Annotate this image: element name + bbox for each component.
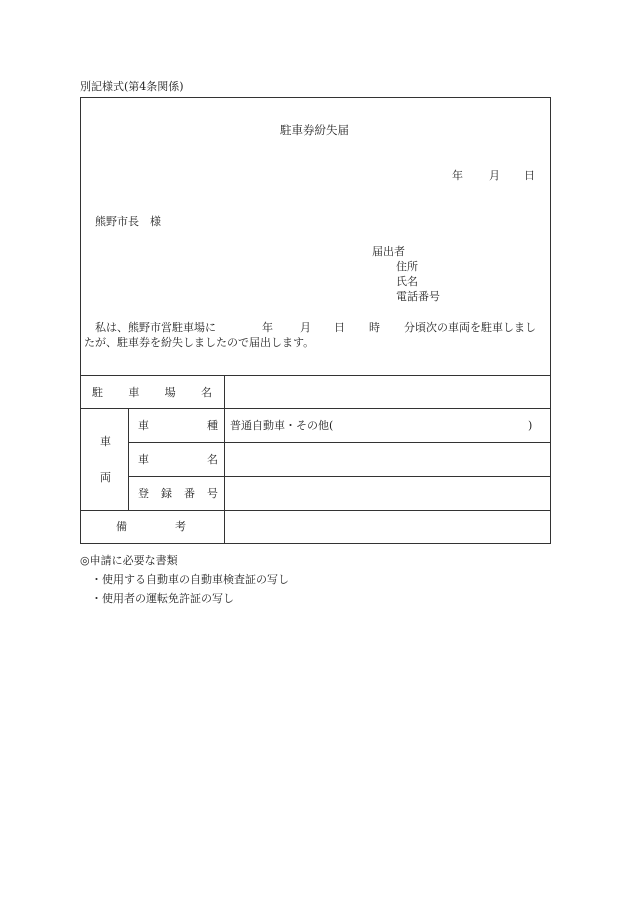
table-rule-1 [80,408,551,409]
body-year-label: 年 [262,321,273,334]
notes-item: ・使用者の運転免許証の写し [91,592,234,605]
vehicle-type-label: 車 種 [138,419,218,432]
applicant-heading: 届出者 [372,245,405,258]
vehicle-type-value: 普通自動車・その他( [230,419,334,432]
addressee: 熊野市長 様 [95,215,161,228]
table-group-divider [128,408,129,510]
body-day-label: 日 [334,321,345,334]
vehicle-group-label-bottom: 両 [100,471,111,484]
vehicle-group-label-top: 車 [100,435,111,448]
parking-lot-name-label: 駐 車 場 名 [92,386,212,399]
applicant-name-label: 氏名 [396,275,418,288]
body-text-line2: たが、駐車券を紛失しましたので届出します。 [84,336,315,349]
date-year-label: 年 [452,169,463,182]
date-month-label: 月 [489,169,500,182]
table-top-rule [80,375,551,376]
body-hour-label: 時 [369,321,380,334]
table-rule-2 [128,442,551,443]
form-title: 駐車券紛失届 [280,123,349,137]
vehicle-type-close-paren: ) [528,419,533,432]
applicant-phone-label: 電話番号 [396,290,440,303]
date-day-label: 日 [524,169,535,182]
body-text-part1: 私は、熊野市営駐車場に [95,321,216,334]
registration-number-label: 登 録 番 号 [138,487,218,500]
notes-item: ・使用する自動車の自動車検査証の写し [91,573,289,586]
notes-heading: ◎申請に必要な書類 [80,554,178,567]
table-rule-3 [128,476,551,477]
vehicle-model-label: 車 名 [138,453,218,466]
body-month-label: 月 [300,321,311,334]
body-text-part2: 分頃次の車両を駐車しまし [404,321,536,334]
table-rule-4 [80,510,551,511]
table-value-divider [224,375,225,544]
applicant-address-label: 住所 [396,260,418,273]
remarks-label: 備 考 [116,520,186,533]
form-reference-label: 別記様式(第4条関係) [80,80,184,93]
